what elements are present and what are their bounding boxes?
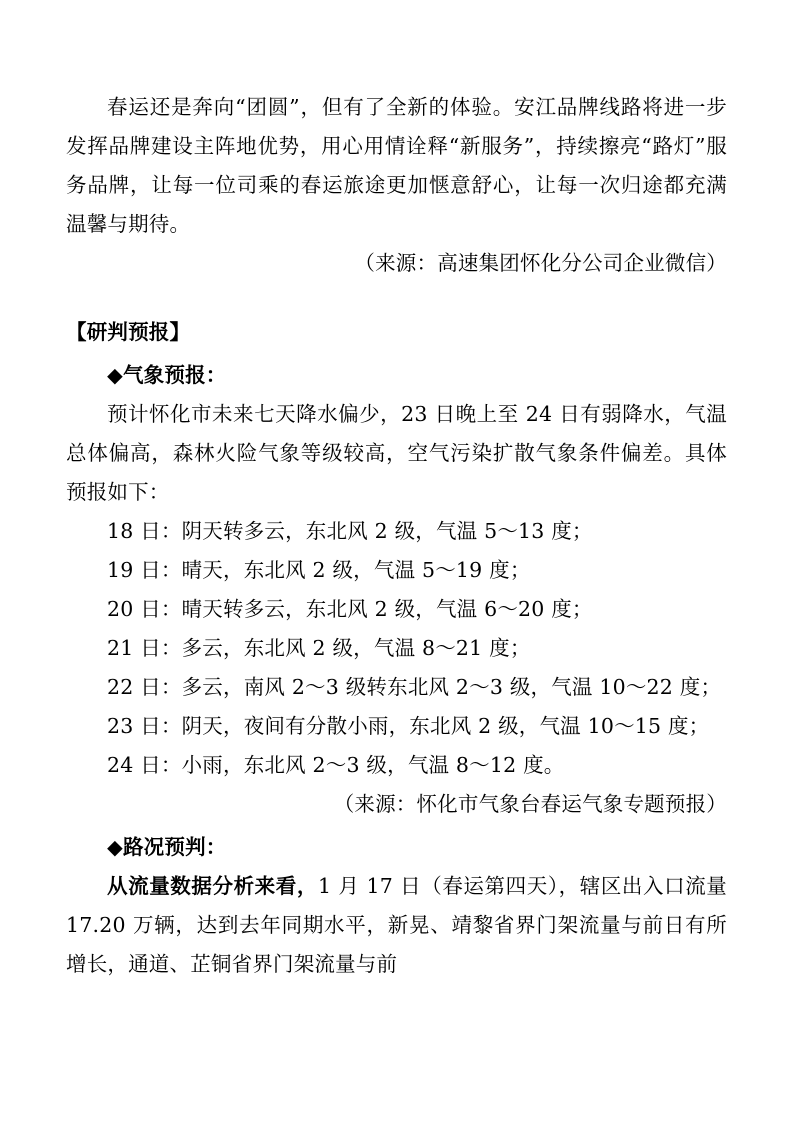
forecast-day-20: 20 日：晴天转多云，东北风 2 级，气温 6～20 度； [107,597,593,621]
subheading-weather-forecast: ◆气象预报： [107,363,227,387]
paragraph-road-condition-body [66,867,727,984]
source-line-2: （来源：怀化市气象台春运气象专题预报） [333,792,727,816]
source-line-1: （来源：高速集团怀化分公司企业微信） [354,251,727,275]
road-condition-rest: 1 月 17 日（春运第四天），辖区出入口流量 17.20 万辆，达到去年同期水平，新晃、靖黎省界门架流量与前日有所增长，通道、芷铜省界门架流量与前 [66,874,728,976]
road-condition-lead: 从流量数据分析来看， [107,874,318,898]
document-body [66,88,727,984]
forecast-day-22: 22 日：多云，南风 2～3 级转东北风 2～3 级，气温 10～22 度； [107,675,722,699]
forecast-day-21: 21 日：多云，东北风 2 级，气温 8～21 度； [107,636,531,660]
forecast-day-23: 23 日：阴天，夜间有分散小雨，东北风 2 级，气温 10～15 度； [107,714,710,738]
forecast-day-24: 24 日：小雨，东北风 2～3 级，气温 8～12 度。 [107,753,565,777]
paragraph-weather-summary: 预计怀化市未来七天降水偏少，23 日晚上至 24 日有弱降水，气温总体偏高，森林火险气象等级较高，空气污染扩散气象条件偏差。具体预报如下： [66,402,727,504]
subheading-road-condition: ◆路况预判： [107,835,227,859]
section-heading-yanpan: 【研判预报】 [66,320,191,344]
paragraph-chunyun-intro: 春运还是奔向“团圆”，但有了全新的体验。安江品牌线路将进一步发挥品牌建设主阵地优势，用心用情诠释“新服务”，持续擦亮“路灯”服务品牌，让每一位司乘的春运旅途更加惬意舒心，让每一次归途都充满温馨与期待。 [66,95,727,236]
forecast-day-18: 18 日：阴天转多云，东北风 2 级，气温 5～13 度； [107,519,593,543]
forecast-day-19: 19 日：晴天，东北风 2 级，气温 5～19 度； [107,558,531,582]
